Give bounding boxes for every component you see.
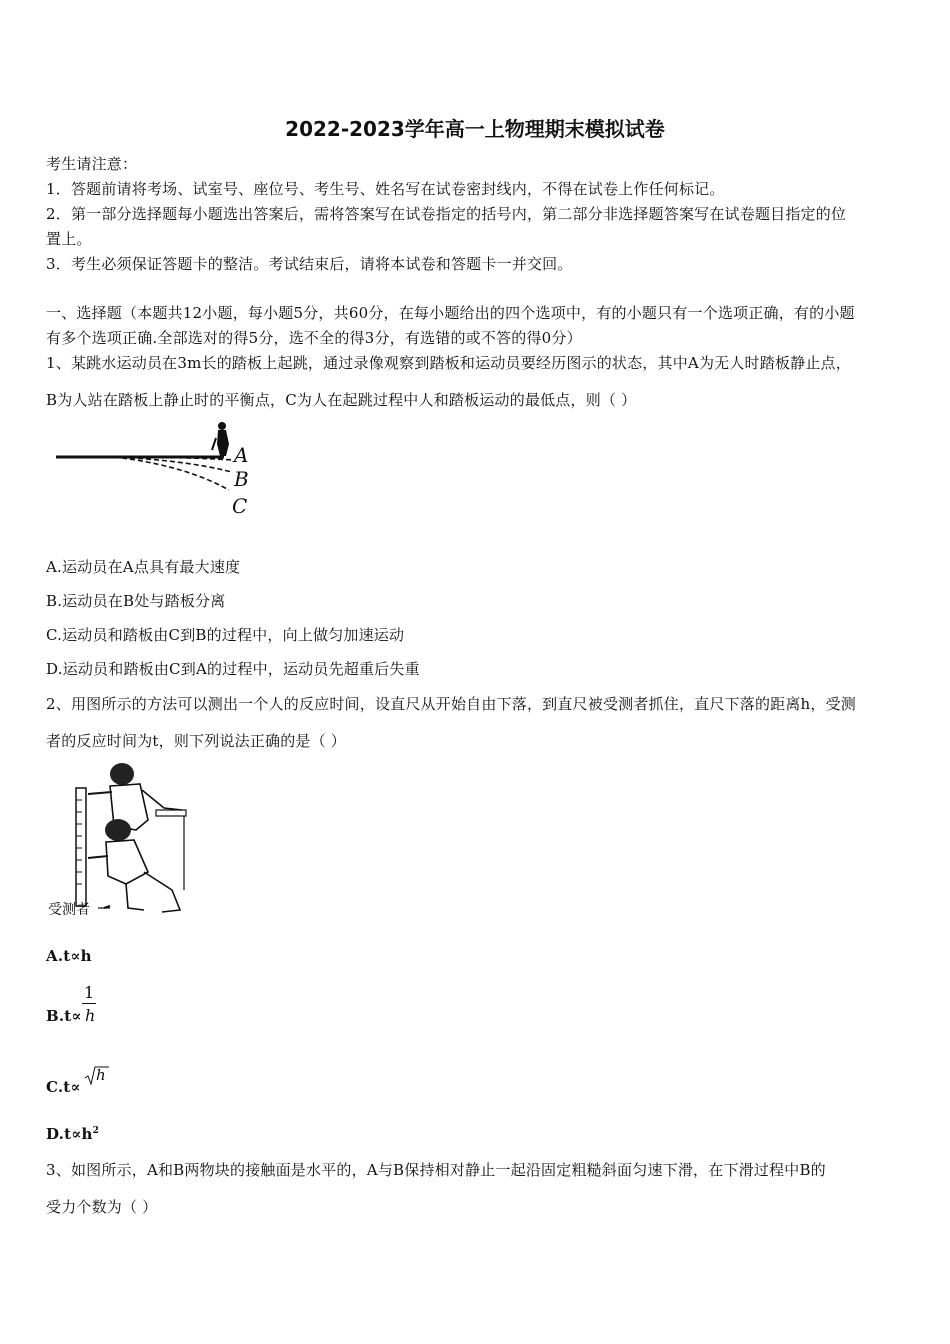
q1-stem-2: B为人站在踏板上静止时的平衡点，C为人在起跳过程中人和踏板运动的最低点，则（ ） xyxy=(46,391,637,409)
q2-option-b: B.t∝ xyxy=(46,1007,82,1025)
fig-label-c: C xyxy=(232,494,248,518)
q1-option-c: C.运动员和踏板由C到B的过程中，向上做匀加速运动 xyxy=(46,626,405,644)
notice-item-2: 2．第一部分选择题每小题选出答案后，需将答案写在试卷指定的括号内，第二部分非选择题答案写在试卷题目指定的位 xyxy=(46,205,847,223)
page-title: 2022-2023学年高一上物理期末模拟试卷 xyxy=(285,117,665,141)
q1-option-b: B.运动员在B处与踏板分离 xyxy=(46,592,226,610)
q2-option-a: A.t∝h xyxy=(46,947,92,965)
q1-option-a: A.运动员在A点具有最大速度 xyxy=(46,558,241,576)
notice-item-1: 1．答题前请将考场、试室号、座位号、考生号、姓名写在试卷密封线内，不得在试卷上作任何标记。 xyxy=(46,180,725,198)
section1-instructions-1: 一、选择题（本题共12小题，每小题5分，共60分，在每小题给出的四个选项中，有的小题只有一个选项正确，有的小题 xyxy=(46,304,855,322)
q2-option-b-fraction-bar xyxy=(82,1003,96,1004)
notice-heading: 考生请注意： xyxy=(46,155,138,173)
notice-item-2-cont: 置上。 xyxy=(46,230,92,248)
q2-option-c: C.t∝ xyxy=(46,1078,81,1096)
section1-instructions-2: 有多个选项正确.全部选对的得5分，选不全的得3分，有选错的或不答的得0分） xyxy=(46,329,582,347)
springboard-diagram xyxy=(54,420,264,525)
fig-label-tested-person: 受测者 xyxy=(48,902,90,918)
q2-stem-1: 2、用图所示的方法可以测出一个人的反应时间，设直尺从开始自由下落，到直尺被受测者抓住，直尺下落的距离h，受测 xyxy=(46,695,857,713)
reaction-test-illustration xyxy=(44,760,194,920)
q2-option-b-denominator: h xyxy=(85,1006,96,1025)
notice-item-3: 3．考生必须保证答题卡的整洁。考试结束后，请将本试卷和答题卡一并交回。 xyxy=(46,255,573,273)
q2-option-d-exponent: 2 xyxy=(92,1126,100,1136)
q2-stem-2: 者的反应时间为t，则下列说法正确的是（ ） xyxy=(46,732,346,750)
q1-option-d: D.运动员和踏板由C到A的过程中，运动员先超重后失重 xyxy=(46,660,420,678)
q2-option-b-numerator: 1 xyxy=(84,983,95,1002)
q3-stem-2: 受力个数为（ ） xyxy=(46,1198,158,1216)
q2-option-c-radicand: h xyxy=(96,1066,106,1084)
q2-option-d-base: D.t∝h xyxy=(46,1125,93,1143)
q3-stem-1: 3、如图所示，A和B两物块的接触面是水平的，A与B保持相对静止一起沿固定粗糙斜面匀速下滑，在下滑过程中B的 xyxy=(46,1161,826,1179)
fig-label-a: A xyxy=(234,443,249,467)
q1-stem-1: 1、某跳水运动员在3m长的踏板上起跳，通过录像观察到踏板和运动员要经历图示的状态，其中A为无人时踏板静止点， xyxy=(46,354,851,372)
q2-option-d xyxy=(46,1125,99,1143)
fig-label-b: B xyxy=(234,467,249,491)
